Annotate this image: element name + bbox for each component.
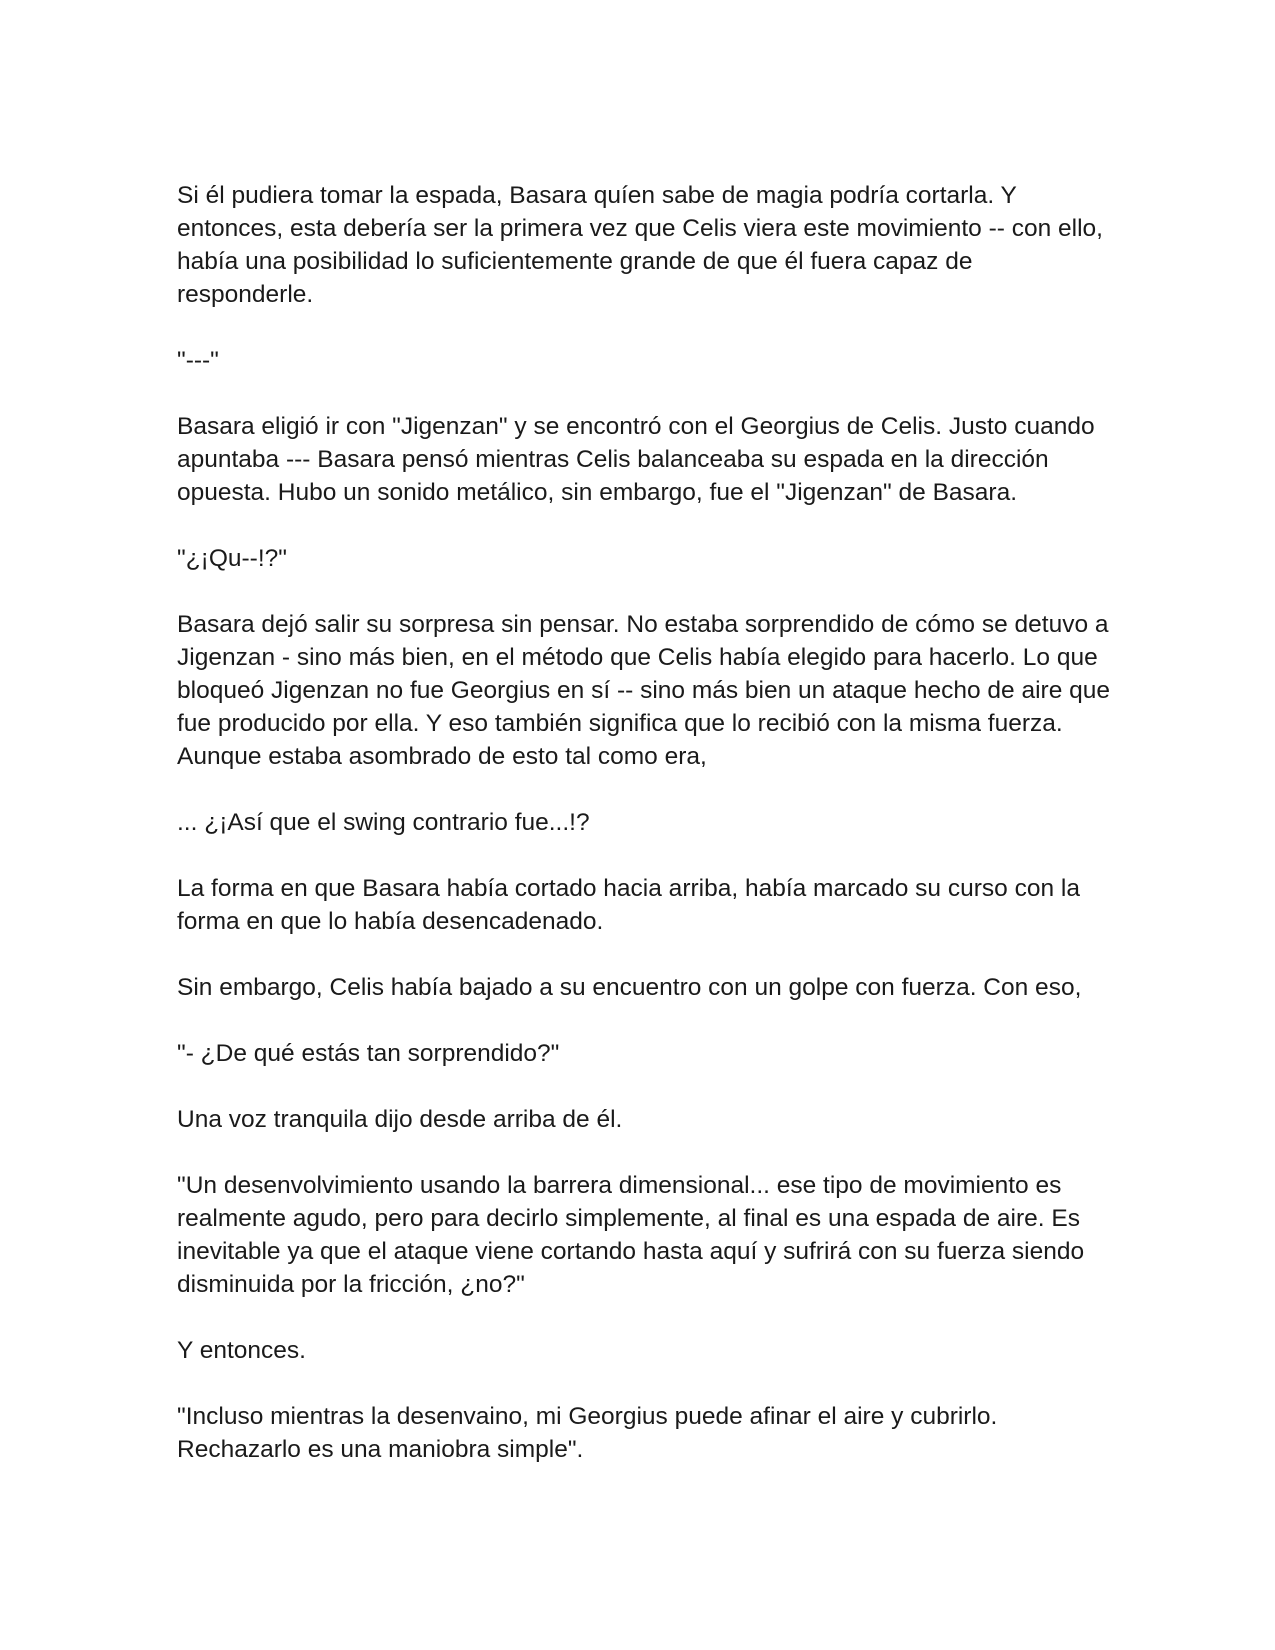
paragraph: "---" (177, 347, 219, 374)
paragraph: Y entonces. (177, 1337, 306, 1364)
paragraph: ... ¿¡Así que el swing contrario fue...!? (177, 809, 590, 836)
paragraph: "Incluso mientras la desenvaino, mi Georgius puede afinar el aire y cubrirlo. Rechazarlo es una maniobra simple". (177, 1403, 998, 1463)
paragraph: "- ¿De qué estás tan sorprendido?" (177, 1040, 560, 1067)
paragraph: "Un desenvolvimiento usando la barrera dimensional... ese tipo de movimiento es realmente agudo, pero para decirlo simplemente, al final es una espada de aire. Es inevitable ya que el ataque viene cortando hasta aquí y sufrirá con su fuerza siendo disminuida por la fricción, ¿no?" (177, 1172, 1085, 1298)
paragraph: Basara dejó salir su sorpresa sin pensar. No estaba sorprendido de cómo se detuvo a Jigenzan - sino más bien, en el método que Celis había elegido para hacerlo. Lo que bloqueó Jigenzan no fue Georgius en sí -- sino más bien un ataque hecho de aire que fue producido por ella. Y eso también significa que lo recibió con la misma fuerza. Aunque estaba asombrado de esto tal como era, (177, 611, 1110, 770)
paragraph: La forma en que Basara había cortado hacia arriba, había marcado su curso con la forma en que lo había desencadenado. (177, 875, 1080, 935)
paragraph: "¿¡Qu--!?" (177, 545, 287, 572)
paragraph: Si él pudiera tomar la espada, Basara quíen sabe de magia podría cortarla. Y entonces, esta debería ser la primera vez que Celis viera este movimiento -- con ello, había una posibilidad lo suficientemente grande de que él fuera capaz de responderle. (177, 182, 1103, 308)
paragraph: Basara eligió ir con "Jigenzan" y se encontró con el Georgius de Celis. Justo cuando apuntaba --- Basara pensó mientras Celis balanceaba su espada en la dirección opuesta. Hubo un sonido metálico, sin embargo, fue el "Jigenzan" de Basara. (177, 413, 1095, 506)
document-page (177, 179, 1112, 1499)
paragraph: Una voz tranquila dijo desde arriba de él. (177, 1106, 623, 1133)
paragraph: Sin embargo, Celis había bajado a su encuentro con un golpe con fuerza. Con eso, (177, 974, 1082, 1001)
